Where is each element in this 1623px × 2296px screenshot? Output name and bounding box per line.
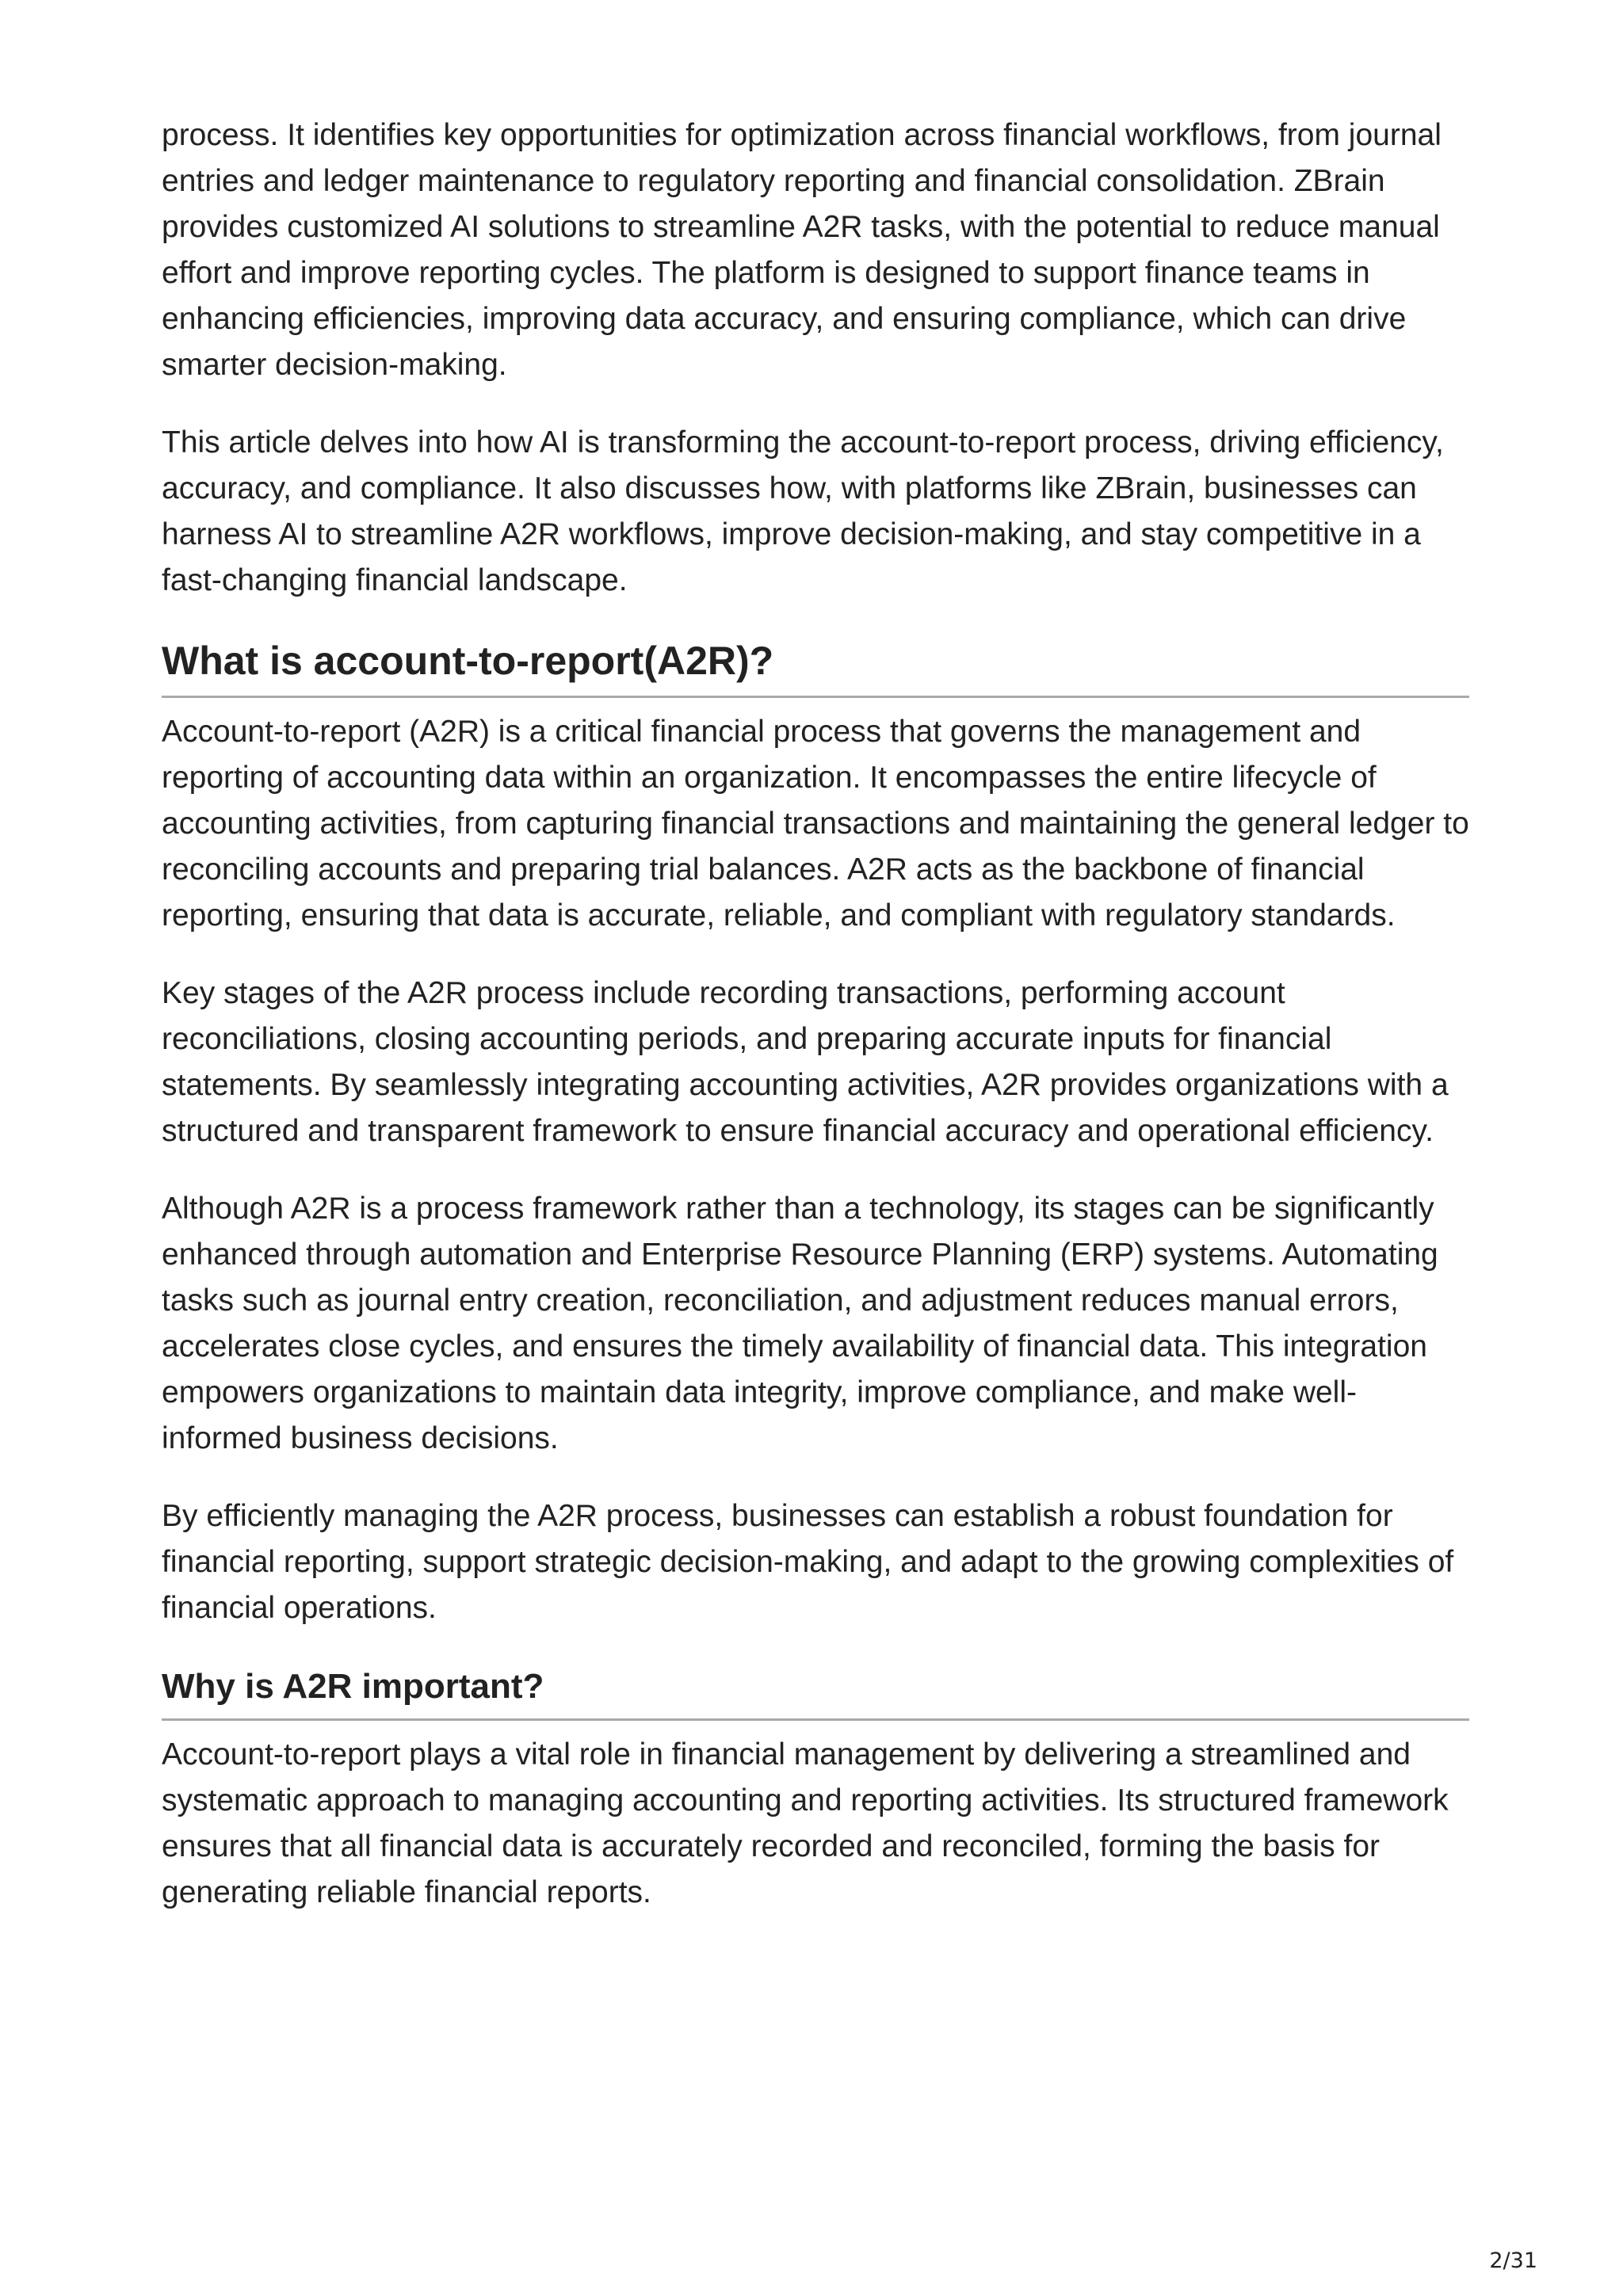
section1-paragraph-1: Account-to-report (A2R) is a critical financial process that governs the management and reporting of accounting data within an organization. It encompasses the entire lifecycle of accounting activities, from capturing financial transactions and maintaining the general ledger to reconciling accounts and preparing trial balances. A2R acts as the backbone of financial reporting, ensuring that data is accurate, reliable, and compliant with regulatory standards. [162,715,1469,933]
section1-paragraph-4: By efficiently managing the A2R process, businesses can establish a robust foundation for financial reporting, support strategic decision-making, and adapt to the growing complexities of financial operations. [162,1499,1454,1625]
article-body [162,113,1469,1947]
intro-paragraph-1: process. It identifies key opportunities for optimization across financial workflows, from journal entries and ledger maintenance to regulatory reporting and financial consolidation. ZBrain provides customized AI solutions to streamline A2R tasks, with the potential to reduce manual effort and improve reporting cycles. The platform is designed to support finance teams in enhancing efficiencies, improving data accuracy, and ensuring compliance, which can drive smarter decision-making. [162,118,1442,382]
section1-paragraph-2: Key stages of the A2R process include recording transactions, performing account reconciliations, closing accounting periods, and preparing accurate inputs for financial statements. By seamlessly integrating accounting activities, A2R provides organizations with a structured and transparent framework to ensure financial accuracy and operational efficiency. [162,976,1449,1148]
section2-paragraph-1: Account-to-report plays a vital role in financial management by delivering a streamlined and systematic approach to managing accounting and reporting activities. Its structured framework ensures that all financial data is accurately recorded and reconciled, forming the basis for generating reliable financial reports. [162,1737,1449,1909]
section-heading-why-a2r-important: Why is A2R important? [162,1663,1469,1721]
section-heading-what-is-a2r: What is account-to-report(A2R)? [162,635,1469,698]
section1-paragraph-3: Although A2R is a process framework rather than a technology, its stages can be significantly enhanced through automation and Enterprise Resource Planning (ERP) systems. Automating tasks such as journal entry creation, reconciliation, and adjustment reduces manual errors, accelerates close cycles, and ensures the timely availability of financial data. This integration empowers organizations to maintain data integrity, improve compliance, and make well-informed business decisions. [162,1192,1438,1455]
page-number: 2/31 [1489,2248,1537,2273]
intro-paragraph-2: This article delves into how AI is transforming the account-to-report process, driving efficiency, accuracy, and compliance. It also discusses how, with platforms like ZBrain, businesses can harness AI to streamline A2R workflows, improve decision-making, and stay competitive in a fast-changing financial landscape. [162,425,1444,597]
